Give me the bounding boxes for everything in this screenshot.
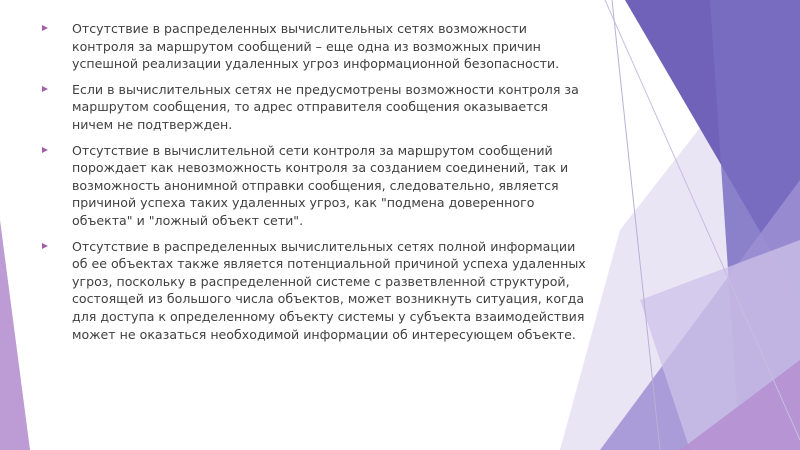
bullet-text: Отсутствие в распределенных вычислительных сетях возможности контроля за маршрутом сообщений – еще одна из возможных причин успешной реализации удаленных угроз информационной безопасности. <box>72 21 560 72</box>
left-edge-shape <box>0 220 30 450</box>
list-item <box>42 238 590 344</box>
list-item <box>42 142 590 230</box>
triangle-bullet-icon <box>42 86 48 92</box>
bullet-list <box>42 20 590 351</box>
list-item <box>42 81 590 134</box>
bullet-text: Если в вычислительных сетях не предусмотрены возможности контроля за маршрутом сообщения, то адрес отправителя сообщения оказывается ничем не подтвержден. <box>72 81 579 132</box>
triangle-bullet-icon <box>42 25 48 31</box>
triangle-bullet-icon <box>42 243 48 249</box>
triangle-bullet-icon <box>42 147 48 153</box>
list-item <box>42 20 590 73</box>
bullet-text: Отсутствие в распределенных вычислительных сетях полной информации об ее объектах также является потенциальной причиной успеха удаленных угроз, поскольку в распределенной системе с разветвленной структурой, состоящей из большого числа объектов, может возникнуть ситуация, когда для доступа к определенному объекту системы у субъекта взаимодействия может не оказаться необходимой информации об интересующем объекте. <box>72 238 586 342</box>
bullet-text: Отсутствие в вычислительной сети контроля за маршрутом сообщений порождает как невозможность контроля за созданием соединений, так и возможность анонимной отправки сообщения, следовательно, является причиной успеха таких удаленных угроз, как "подмена доверенного объекта" и "ложный объект сети". <box>72 142 569 228</box>
